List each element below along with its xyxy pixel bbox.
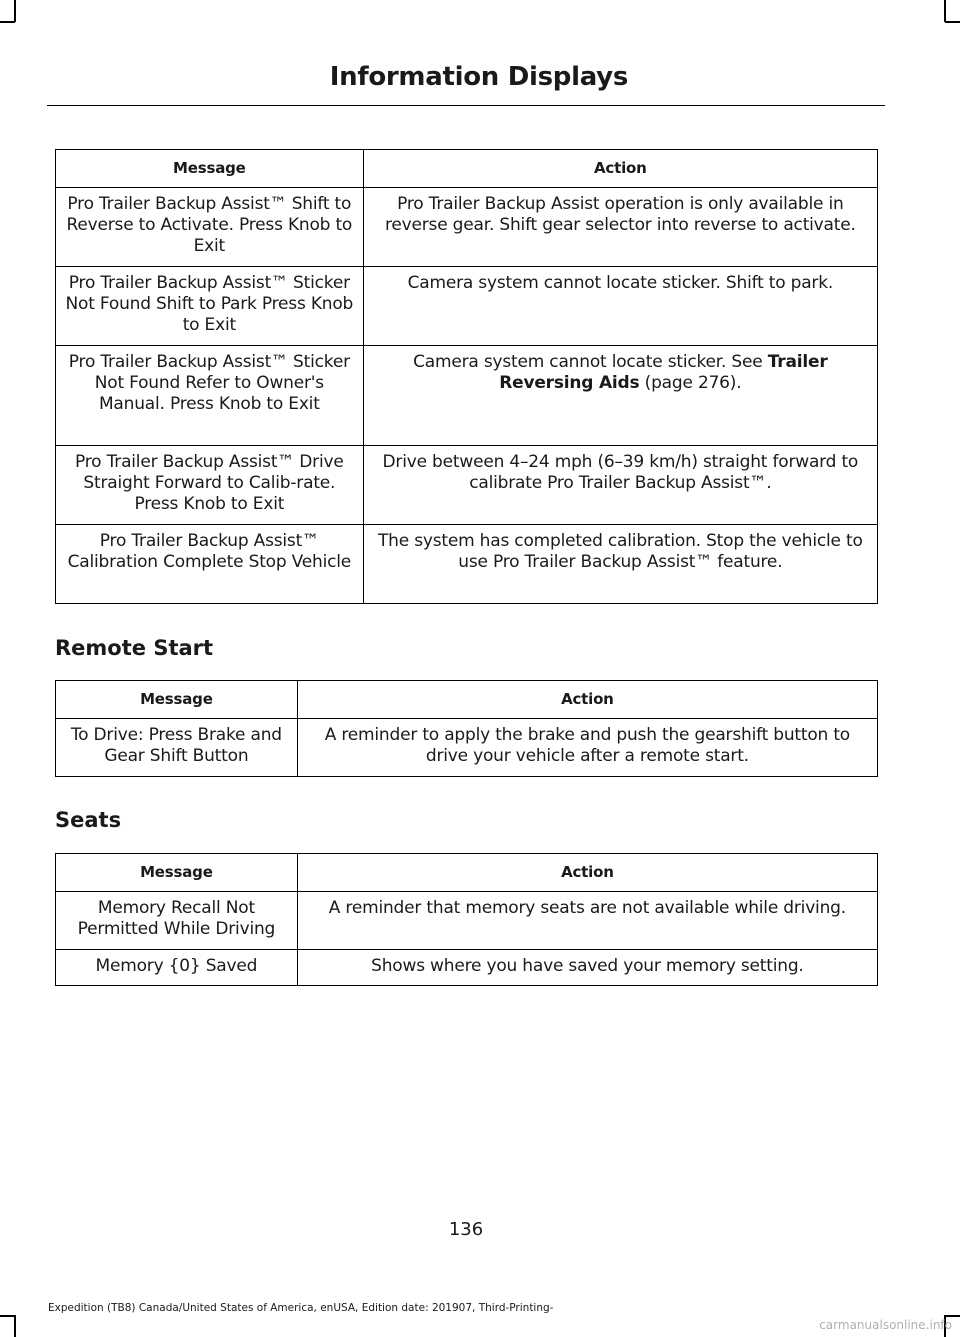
action-cell: Drive between 4–24 mph (6–39 km/h) straight forward to calibrate Pro Trailer Backup Assist™. (363, 446, 877, 525)
column-header-message: Message (56, 150, 364, 188)
table-header-row (56, 150, 878, 188)
message-cell: Pro Trailer Backup Assist™ Sticker Not Found Shift to Park Press Knob to Exit (56, 267, 364, 346)
table-row (56, 950, 878, 986)
table-header-row (56, 854, 878, 892)
message-cell: To Drive: Press Brake and Gear Shift Button (56, 719, 298, 777)
table-row (56, 346, 878, 446)
table-row (56, 446, 878, 525)
crop-mark (944, 0, 946, 22)
message-cell: Memory Recall Not Permitted While Driving (56, 892, 298, 950)
crop-mark (945, 21, 960, 23)
message-cell: Pro Trailer Backup Assist™ Shift to Reverse to Activate. Press Knob to Exit (56, 188, 364, 267)
column-header-message: Message (56, 681, 298, 719)
column-header-action: Action (363, 150, 877, 188)
message-cell: Pro Trailer Backup Assist™ Drive Straight Forward to Calib-rate. Press Knob to Exit (56, 446, 364, 525)
column-header-message: Message (56, 854, 298, 892)
remote-start-table (55, 680, 878, 777)
cross-reference-link[interactable]: Trailer Reversing Aids (499, 352, 828, 393)
page-number: 136 (448, 1219, 484, 1240)
crop-mark (0, 1315, 15, 1317)
table-row (56, 719, 878, 777)
crop-mark (0, 21, 15, 23)
action-cell: The system has completed calibration. Stop the vehicle to use Pro Trailer Backup Assist™ feature. (363, 525, 877, 604)
message-cell: Pro Trailer Backup Assist™ Calibration Complete Stop Vehicle (56, 525, 364, 604)
crop-mark (945, 1315, 960, 1317)
trailer-messages-table (55, 149, 878, 604)
action-text: Camera system cannot locate sticker. See (413, 352, 768, 372)
table-row (56, 525, 878, 604)
section-title-seats: Seats (55, 808, 122, 832)
column-header-action: Action (297, 854, 877, 892)
crop-mark (14, 1315, 16, 1337)
seats-table (55, 853, 878, 986)
watermark: carmanualsonline.info (819, 1318, 952, 1332)
action-cell: Camera system cannot locate sticker. Shift to park. (363, 267, 877, 346)
action-cell: Pro Trailer Backup Assist operation is only available in reverse gear. Shift gear selector into reverse to activate. (363, 188, 877, 267)
crop-mark (14, 0, 16, 22)
table-header-row (56, 681, 878, 719)
header-divider (47, 105, 885, 106)
section-title-remote-start: Remote Start (55, 636, 214, 660)
column-header-action: Action (297, 681, 877, 719)
table-row (56, 267, 878, 346)
page-title: Information Displays (329, 62, 628, 92)
action-cell: Shows where you have saved your memory setting. (297, 950, 877, 986)
table-row (56, 892, 878, 950)
action-cell: A reminder to apply the brake and push the gearshift button to drive your vehicle after a remote start. (297, 719, 877, 777)
message-cell: Memory {0} Saved (56, 950, 298, 986)
action-cell: A reminder that memory seats are not available while driving. (297, 892, 877, 950)
table-row (56, 188, 878, 267)
footer-edition-info: Expedition (TB8) Canada/United States of America, enUSA, Edition date: 201907, Third-Printing- (48, 1302, 554, 1314)
action-cell (363, 346, 877, 446)
message-cell: Pro Trailer Backup Assist™ Sticker Not Found Refer to Owner's Manual. Press Knob to Exit (56, 346, 364, 446)
page-reference: (page 276). (639, 373, 742, 393)
